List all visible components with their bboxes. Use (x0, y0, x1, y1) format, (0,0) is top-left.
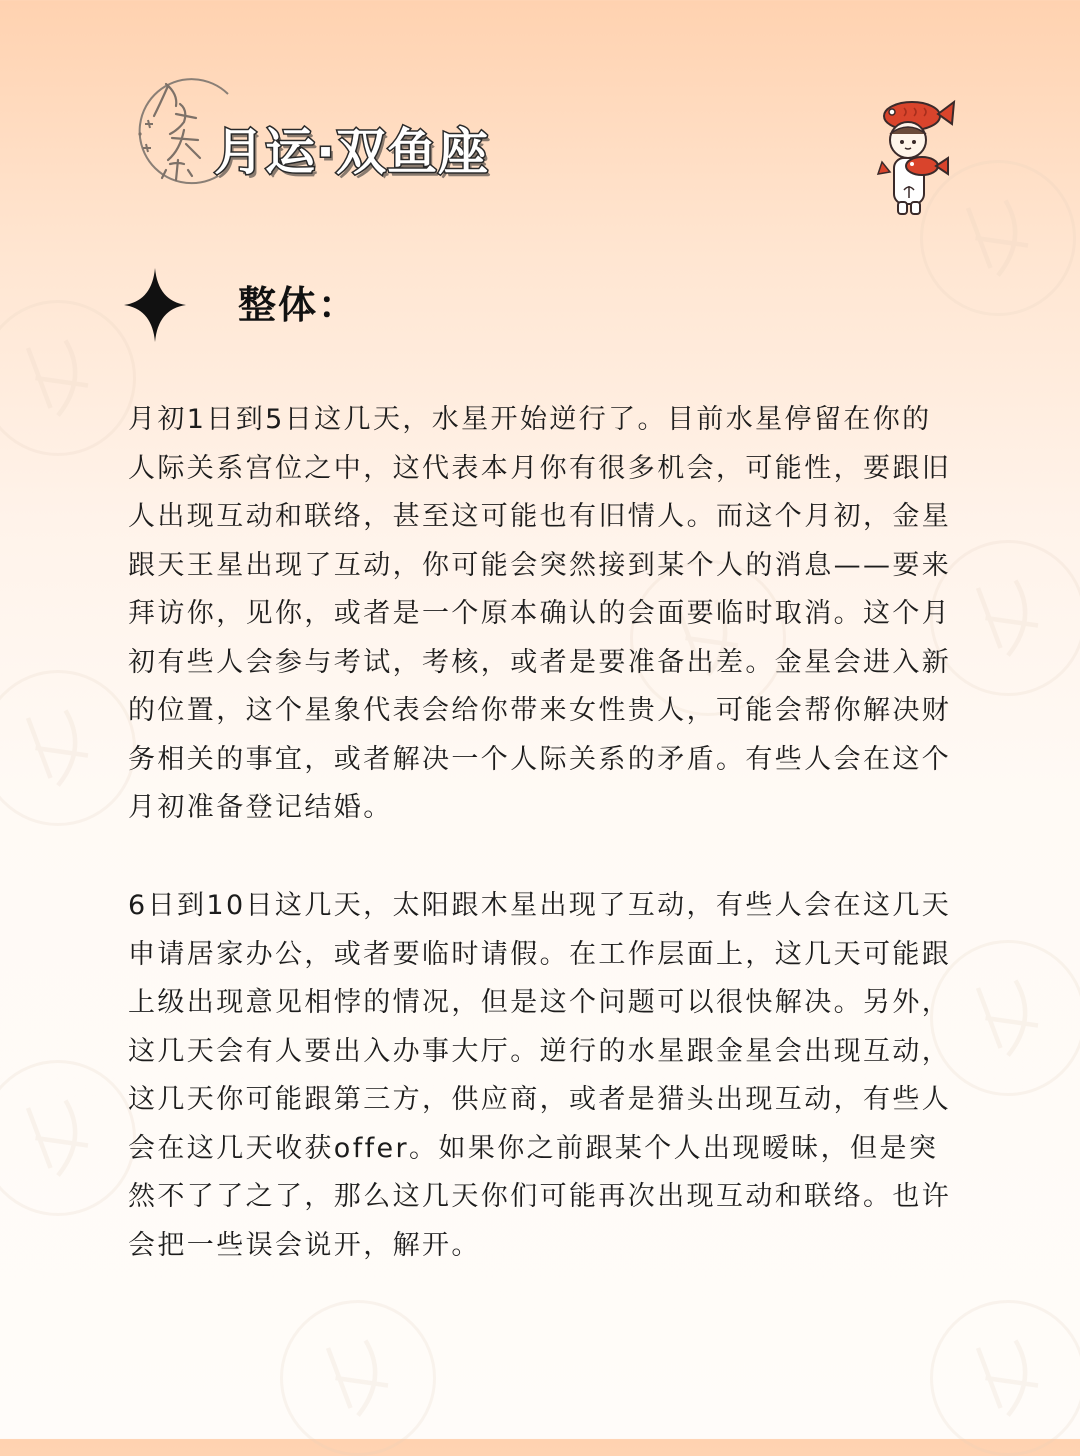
page-title: 月运·双鱼座 (214, 123, 489, 181)
pisces-mascot-icon (868, 90, 960, 220)
paragraph-monthly-early: 月初1日到5日这几天，水星开始逆行了。目前水星停留在你的人际关系宫位之中，这代表本月你有很多机会，可能性，要跟旧人出现互动和联络，甚至这可能也有旧情人。而这个月初，金星跟天王星出现了互动，你可能会突然接到某个人的消息——要来拜访你，见你，或者是一个原本确认的会面要临时取消。这个月初有些人会参与考试，考核，或者是要准备出差。金星会进入新的位置，这个星象代表会给你带来女性贵人，可能会帮你解决财务相关的事宜，或者解决一个人际关系的矛盾。有些人会在这个月初准备登记结婚。 (128, 404, 952, 823)
watermark-logo (0, 1060, 136, 1216)
paragraph-monthly-days-6-10: 6日到10日这几天，太阳跟木星出现了互动，有些人会在这几天申请居家办公，或者要临时请假。在工作层面上，这几天可能跟上级出现意见相悖的情况，但是这个问题可以很快解决。另外，这几天会有人要出入办事大厅。逆行的水星跟金星会出现互动，这几天你可能跟第三方，供应商，或者是猎头出现互动，有些人会在这几天收获offer。如果你之前跟某个人出现暧昧，但是突然不了了之了，那么这几天你们可能再次出现互动和联络。也许会把一些误会说开，解开。 (128, 890, 952, 1261)
watermark-logo (280, 1300, 436, 1456)
watermark-logo (930, 1300, 1080, 1456)
watermark-logo (0, 300, 136, 456)
sparkle-icon (124, 268, 186, 342)
watermark-logo (0, 670, 136, 826)
section-heading: 整体： (238, 283, 359, 327)
